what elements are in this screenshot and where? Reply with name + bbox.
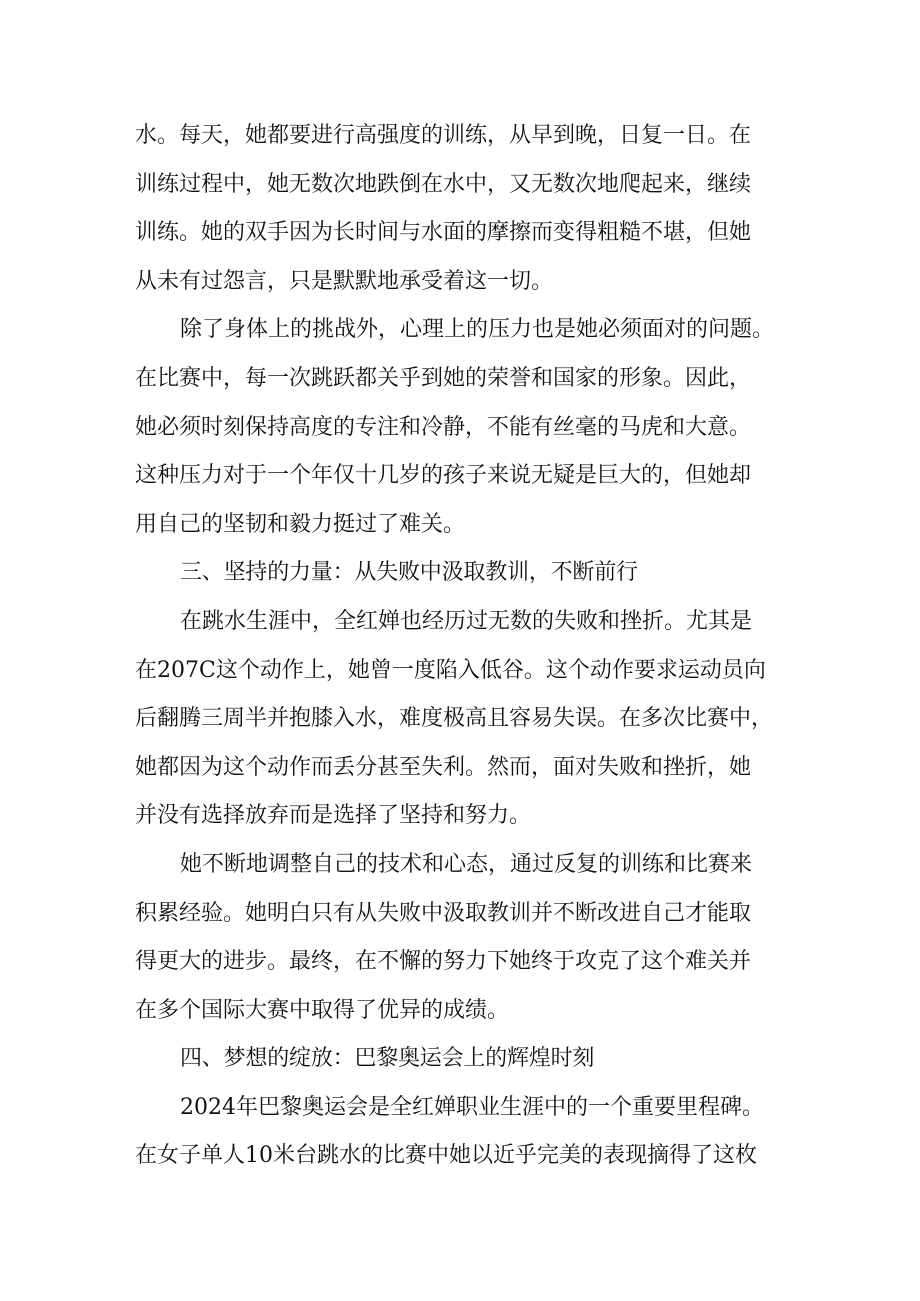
text-line: 在比赛中，每一次跳跃都关乎到她的荣誉和国家的形象。因此， bbox=[135, 365, 752, 391]
text-line: 训练过程中，她无数次地跌倒在水中，又无数次地爬起来，继续 bbox=[135, 171, 752, 197]
text-line: 训练。她的双手因为长时间与水面的摩擦而变得粗糙不堪，但她 bbox=[135, 220, 752, 246]
text-line: 在跳水生涯中，全红婵也经历过无数的失败和挫折。尤其是 bbox=[180, 608, 753, 634]
text-line: 她都因为这个动作而丢分甚至失利。然而，面对失败和挫折，她 bbox=[135, 754, 752, 780]
text-line: 她必须时刻保持高度的专注和冷静，不能有丝毫的马虎和大意。 bbox=[135, 414, 752, 440]
text-line: 水。每天，她都要进行高强度的训练，从早到晚，日复一日。在 bbox=[135, 123, 752, 148]
text-line: 并没有选择放弃而是选择了坚持和努力。 bbox=[135, 803, 532, 829]
text-line: 在女子单人10米台跳水的比赛中她以近乎完美的表现摘得了这枚 bbox=[135, 1143, 757, 1169]
text-line: 得更大的进步。最终，在不懈的努力下她终于攻克了这个难关并 bbox=[135, 949, 752, 975]
section-heading: 三、坚持的力量：从失败中汲取教训，不断前行 bbox=[180, 560, 638, 586]
text-line: 用自己的坚韧和毅力挺过了难关。 bbox=[135, 511, 466, 537]
text-line: 在207C这个动作上，她曾一度陷入低谷。这个动作要求运动员向 bbox=[135, 657, 766, 683]
text-line: 在多个国际大赛中取得了优异的成绩。 bbox=[135, 997, 510, 1023]
text-line: 后翻腾三周半并抱膝入水，难度极高且容易失误。在多次比赛中， bbox=[135, 706, 774, 732]
section-heading: 四、梦想的绽放：巴黎奥运会上的辉煌时刻 bbox=[180, 1046, 595, 1072]
text-line: 这种压力对于一个年仅十几岁的孩子来说无疑是巨大的，但她却 bbox=[135, 463, 752, 489]
text-line: 除了身体上的挑战外，心理上的压力也是她必须面对的问题。 bbox=[180, 317, 775, 343]
text-line: 积累经验。她明白只有从失败中汲取教训并不断改进自己才能取 bbox=[135, 900, 752, 926]
text-line: 2024年巴黎奥运会是全红婵职业生涯中的一个重要里程碑。 bbox=[180, 1094, 764, 1120]
text-line: 她不断地调整自己的技术和心态，通过反复的训练和比赛来 bbox=[180, 851, 753, 877]
text-line: 从未有过怨言，只是默默地承受着这一切。 bbox=[135, 268, 554, 294]
